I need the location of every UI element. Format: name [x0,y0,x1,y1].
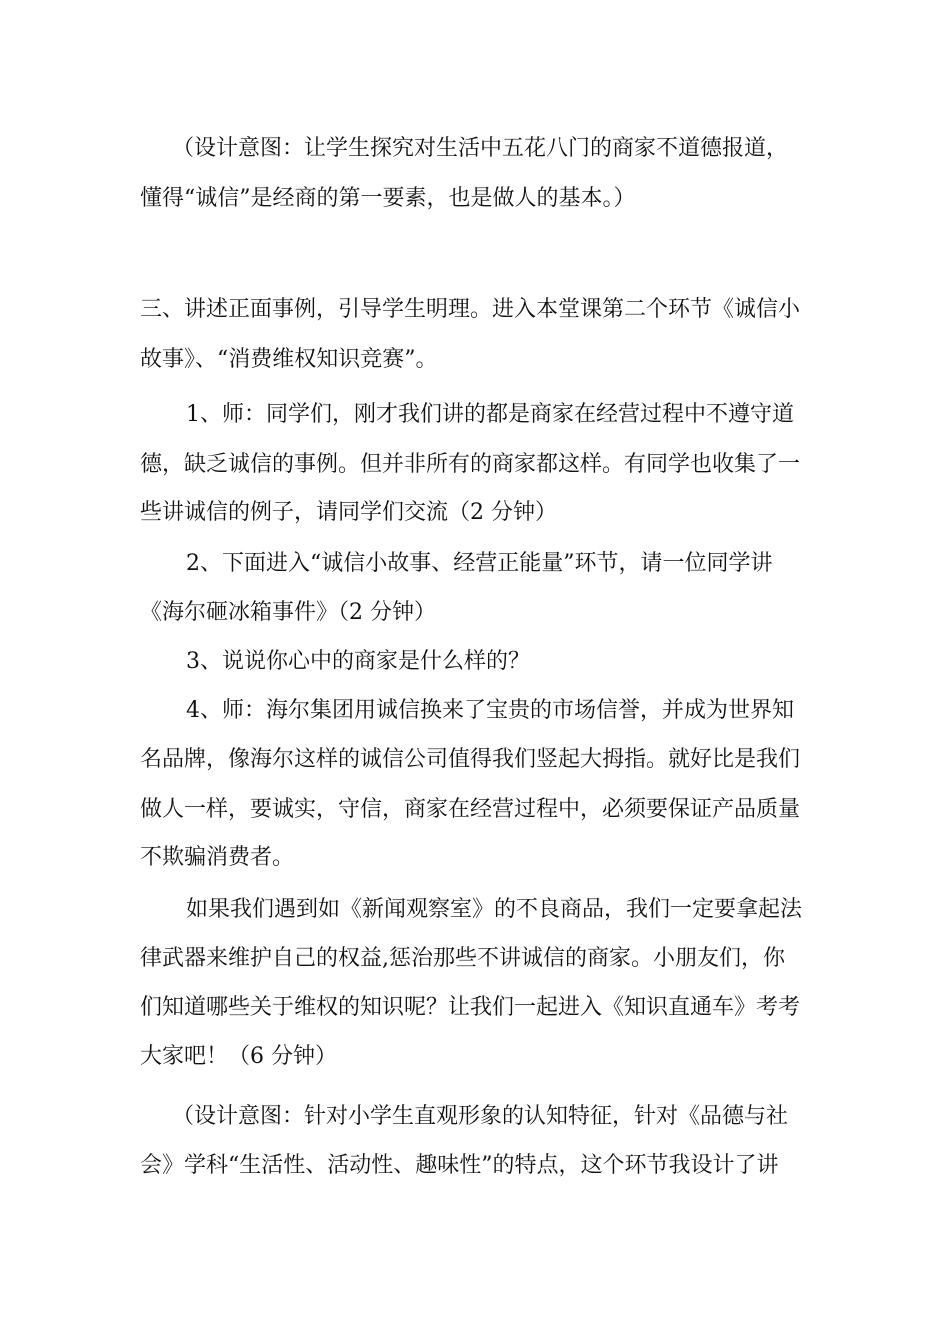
text-line: 故事》、“消费维权知识竞赛”。 [140,347,438,372]
text-line: 大家吧！（6 分钟） [140,1044,337,1069]
text-line: （设计意图：针对小学生直观形象的认知特征，针对《品德与社 [172,1104,789,1129]
text-line: 懂得“诚信”是经商的第一要素，也是做人的基本。） [140,186,636,211]
text-line: （设计意图：让学生探究对生活中五花八门的商家不道德报道， [172,136,789,161]
text-line: 德，缺乏诚信的事例。但并非所有的商家都这样。有同学也收集了一 [140,452,801,477]
text-line: 如果我们遇到如《新闻观察室》的不良商品，我们一定要拿起法 [186,897,803,922]
text-line: 做人一样，要诚实，守信，商家在经营过程中，必须要保证产品质量 [140,797,801,822]
text-line: 《海尔砸冰箱事件》（2 分钟） [140,600,436,625]
text-line: 律武器来维护自己的权益,惩治那些不讲诚信的商家。小朋友们，你 [140,946,785,971]
text-line: 些讲诚信的例子，请同学们交流（2 分钟） [140,500,557,525]
text-line: 们知道哪些关于维权的知识呢？让我们一起进入《知识直通车》考考 [140,995,801,1020]
text-line: 不欺骗消费者。 [140,845,295,870]
text-line: 3、说说你心中的商家是什么样的？ [186,649,530,674]
text-line: 会》学科“生活性、活动性、趣味性”的特点，这个环节我设计了讲 [140,1153,779,1178]
text-line: 2、下面进入“诚信小故事、经营正能量”环节，请一位同学讲 [186,551,773,576]
text-line: 名品牌，像海尔这样的诚信公司值得我们竖起大拇指。就好比是我们 [140,747,801,772]
text-line: 4、师：海尔集团用诚信换来了宝贵的市场信誉，并成为世界知 [186,698,794,723]
text-line: 三、讲述正面事例，引导学生明理。进入本堂课第二个环节《诚信小 [140,297,801,322]
text-line: 1、师：同学们，刚才我们讲的都是商家在经营过程中不遵守道 [186,402,794,427]
